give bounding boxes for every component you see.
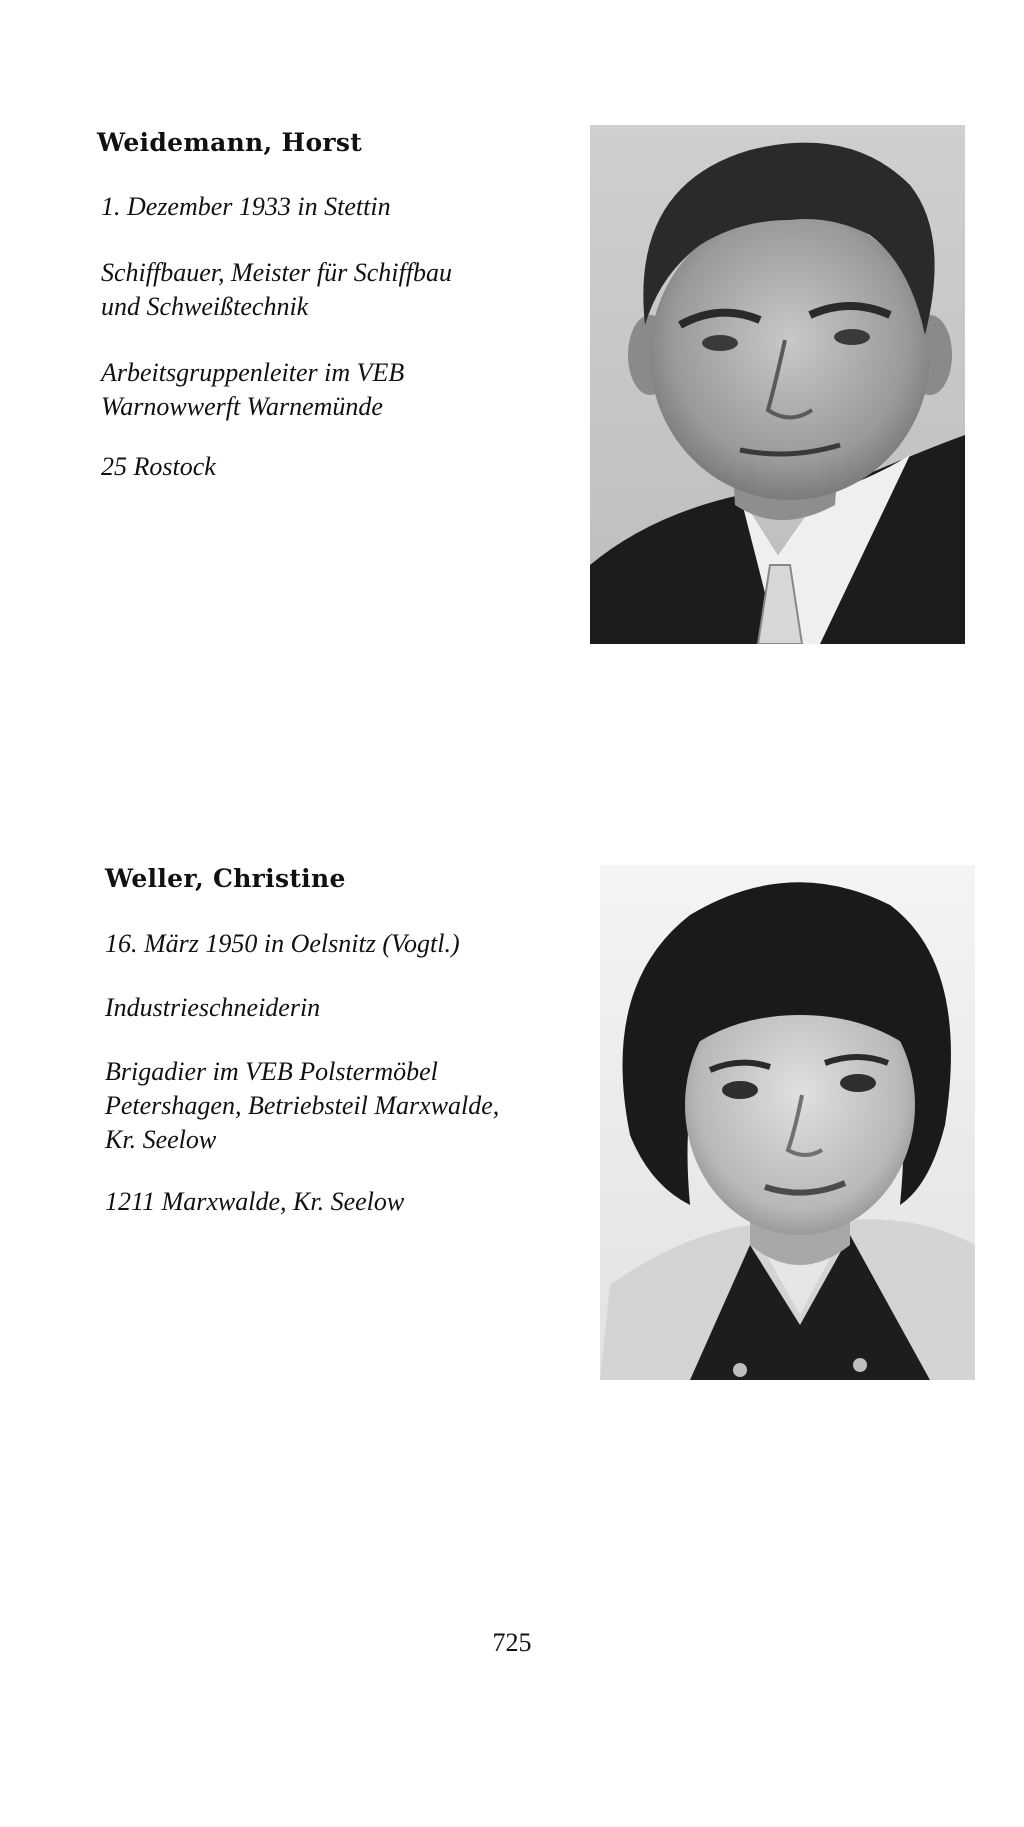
position-line-1: Brigadier im VEB Polstermöbel bbox=[105, 1057, 438, 1086]
position-line-3: Kr. Seelow bbox=[105, 1125, 217, 1154]
address-line: 25 Rostock bbox=[101, 452, 216, 481]
address-line: 1211 Marxwalde, Kr. Seelow bbox=[105, 1187, 405, 1216]
profession-line-1: Schiffbauer, Meister für Schiffbau bbox=[101, 258, 452, 287]
profession-line-2: und Schweißtechnik bbox=[101, 292, 309, 321]
position-line-2: Petershagen, Betriebsteil Marxwalde, bbox=[105, 1091, 500, 1120]
birth-line: 16. März 1950 in Oelsnitz (Vogtl.) bbox=[105, 929, 460, 958]
entry-name: Weidemann, Horst bbox=[97, 128, 363, 157]
profession-line-1: Industrieschneiderin bbox=[105, 993, 321, 1022]
position-line-1: Arbeitsgruppenleiter im VEB bbox=[101, 358, 405, 387]
portrait-photo-woman bbox=[600, 865, 975, 1380]
entry-name: Weller, Christine bbox=[105, 864, 346, 893]
position-line-2: Warnowwerft Warnemünde bbox=[101, 392, 383, 421]
page-number: 725 bbox=[492, 1628, 532, 1657]
birth-line: 1. Dezember 1933 in Stettin bbox=[101, 192, 391, 221]
portrait-woman-graphic bbox=[600, 865, 975, 1380]
